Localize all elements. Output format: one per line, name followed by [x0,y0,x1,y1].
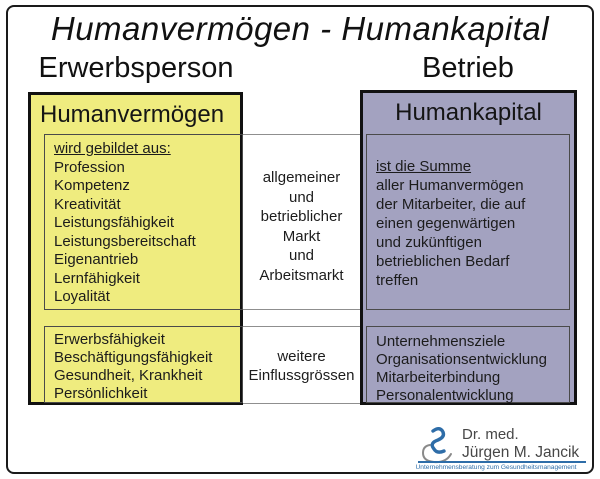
humanvermoegen-factors-list [44,326,243,403]
list-item: Lernfähigkeit [54,269,140,287]
definition-line: der Mitarbeiter, die auf [376,196,526,213]
page-title: Humanvermögen - Humankapital [50,10,550,47]
humankapital-definition [366,134,570,310]
column-header-betrieb: Betrieb [422,52,514,84]
list-item: Kompetenz [54,177,130,194]
swan-swirl-icon [414,425,458,465]
logo-text-line2: Jürgen M. Jancik [462,444,580,461]
list-item: Loyalität [54,288,110,305]
list-item: Leistungsfähigkeit [54,214,175,231]
column-header-erwerbsperson: Erwerbsperson [38,52,234,84]
logo-text-line1: Dr. med. [462,426,519,443]
humanvermoegen-list-intro: wird gebildet aus: [54,140,171,157]
definition-line: treffen [376,272,419,289]
humankapital-box-title: Humankapital [395,99,542,126]
market-link-cell [243,134,360,310]
mid-line: und [288,188,315,206]
mid-line: und [288,247,315,264]
mid-line: allgemeiner [262,169,341,186]
definition-line: und zukünftigen [376,234,482,251]
list-item: Eigenantrieb [54,251,139,268]
list-item: Mitarbeiterbindung [376,369,501,386]
definition-line: aller Humanvermögen [376,177,524,194]
list-item: Profession [54,158,125,176]
logo-divider [418,461,586,463]
humanvermoegen-components-list [44,134,243,310]
list-item: Persönlichkeit [54,385,148,402]
company-logo [398,422,590,474]
list-item: Unternehmensziele [376,333,506,350]
mid-line: Einflussgrössen [248,367,355,384]
humankapital-definition-intro: ist die Summe [376,158,472,175]
list-item: Organisationsentwicklung [376,351,547,368]
other-influences-cell [243,326,360,404]
list-item: Leistungsbereitschaft [54,232,196,250]
list-item: Kreativität [54,195,121,213]
definition-line: einen gegenwärtigen [376,215,516,232]
list-item: Erwerbsfähigkeit [54,331,165,348]
logo-caption: Unternehmensberatung zum Gesundheitsmanagement [415,464,577,471]
mid-line: Markt [282,227,321,245]
list-item: Personalentwicklung [376,387,514,404]
mid-line: Arbeitsmarkt [259,266,344,284]
definition-line: betrieblichen Bedarf [376,253,510,270]
list-item: Beschäftigungsfähigkeit [54,349,213,366]
humankapital-goals-list [366,326,570,403]
list-item: Gesundheit, Krankheit [54,367,203,384]
mid-line: betrieblicher [260,208,343,225]
humanvermoegen-box-title: Humanvermögen [40,101,225,128]
mid-line: weitere [277,348,326,365]
